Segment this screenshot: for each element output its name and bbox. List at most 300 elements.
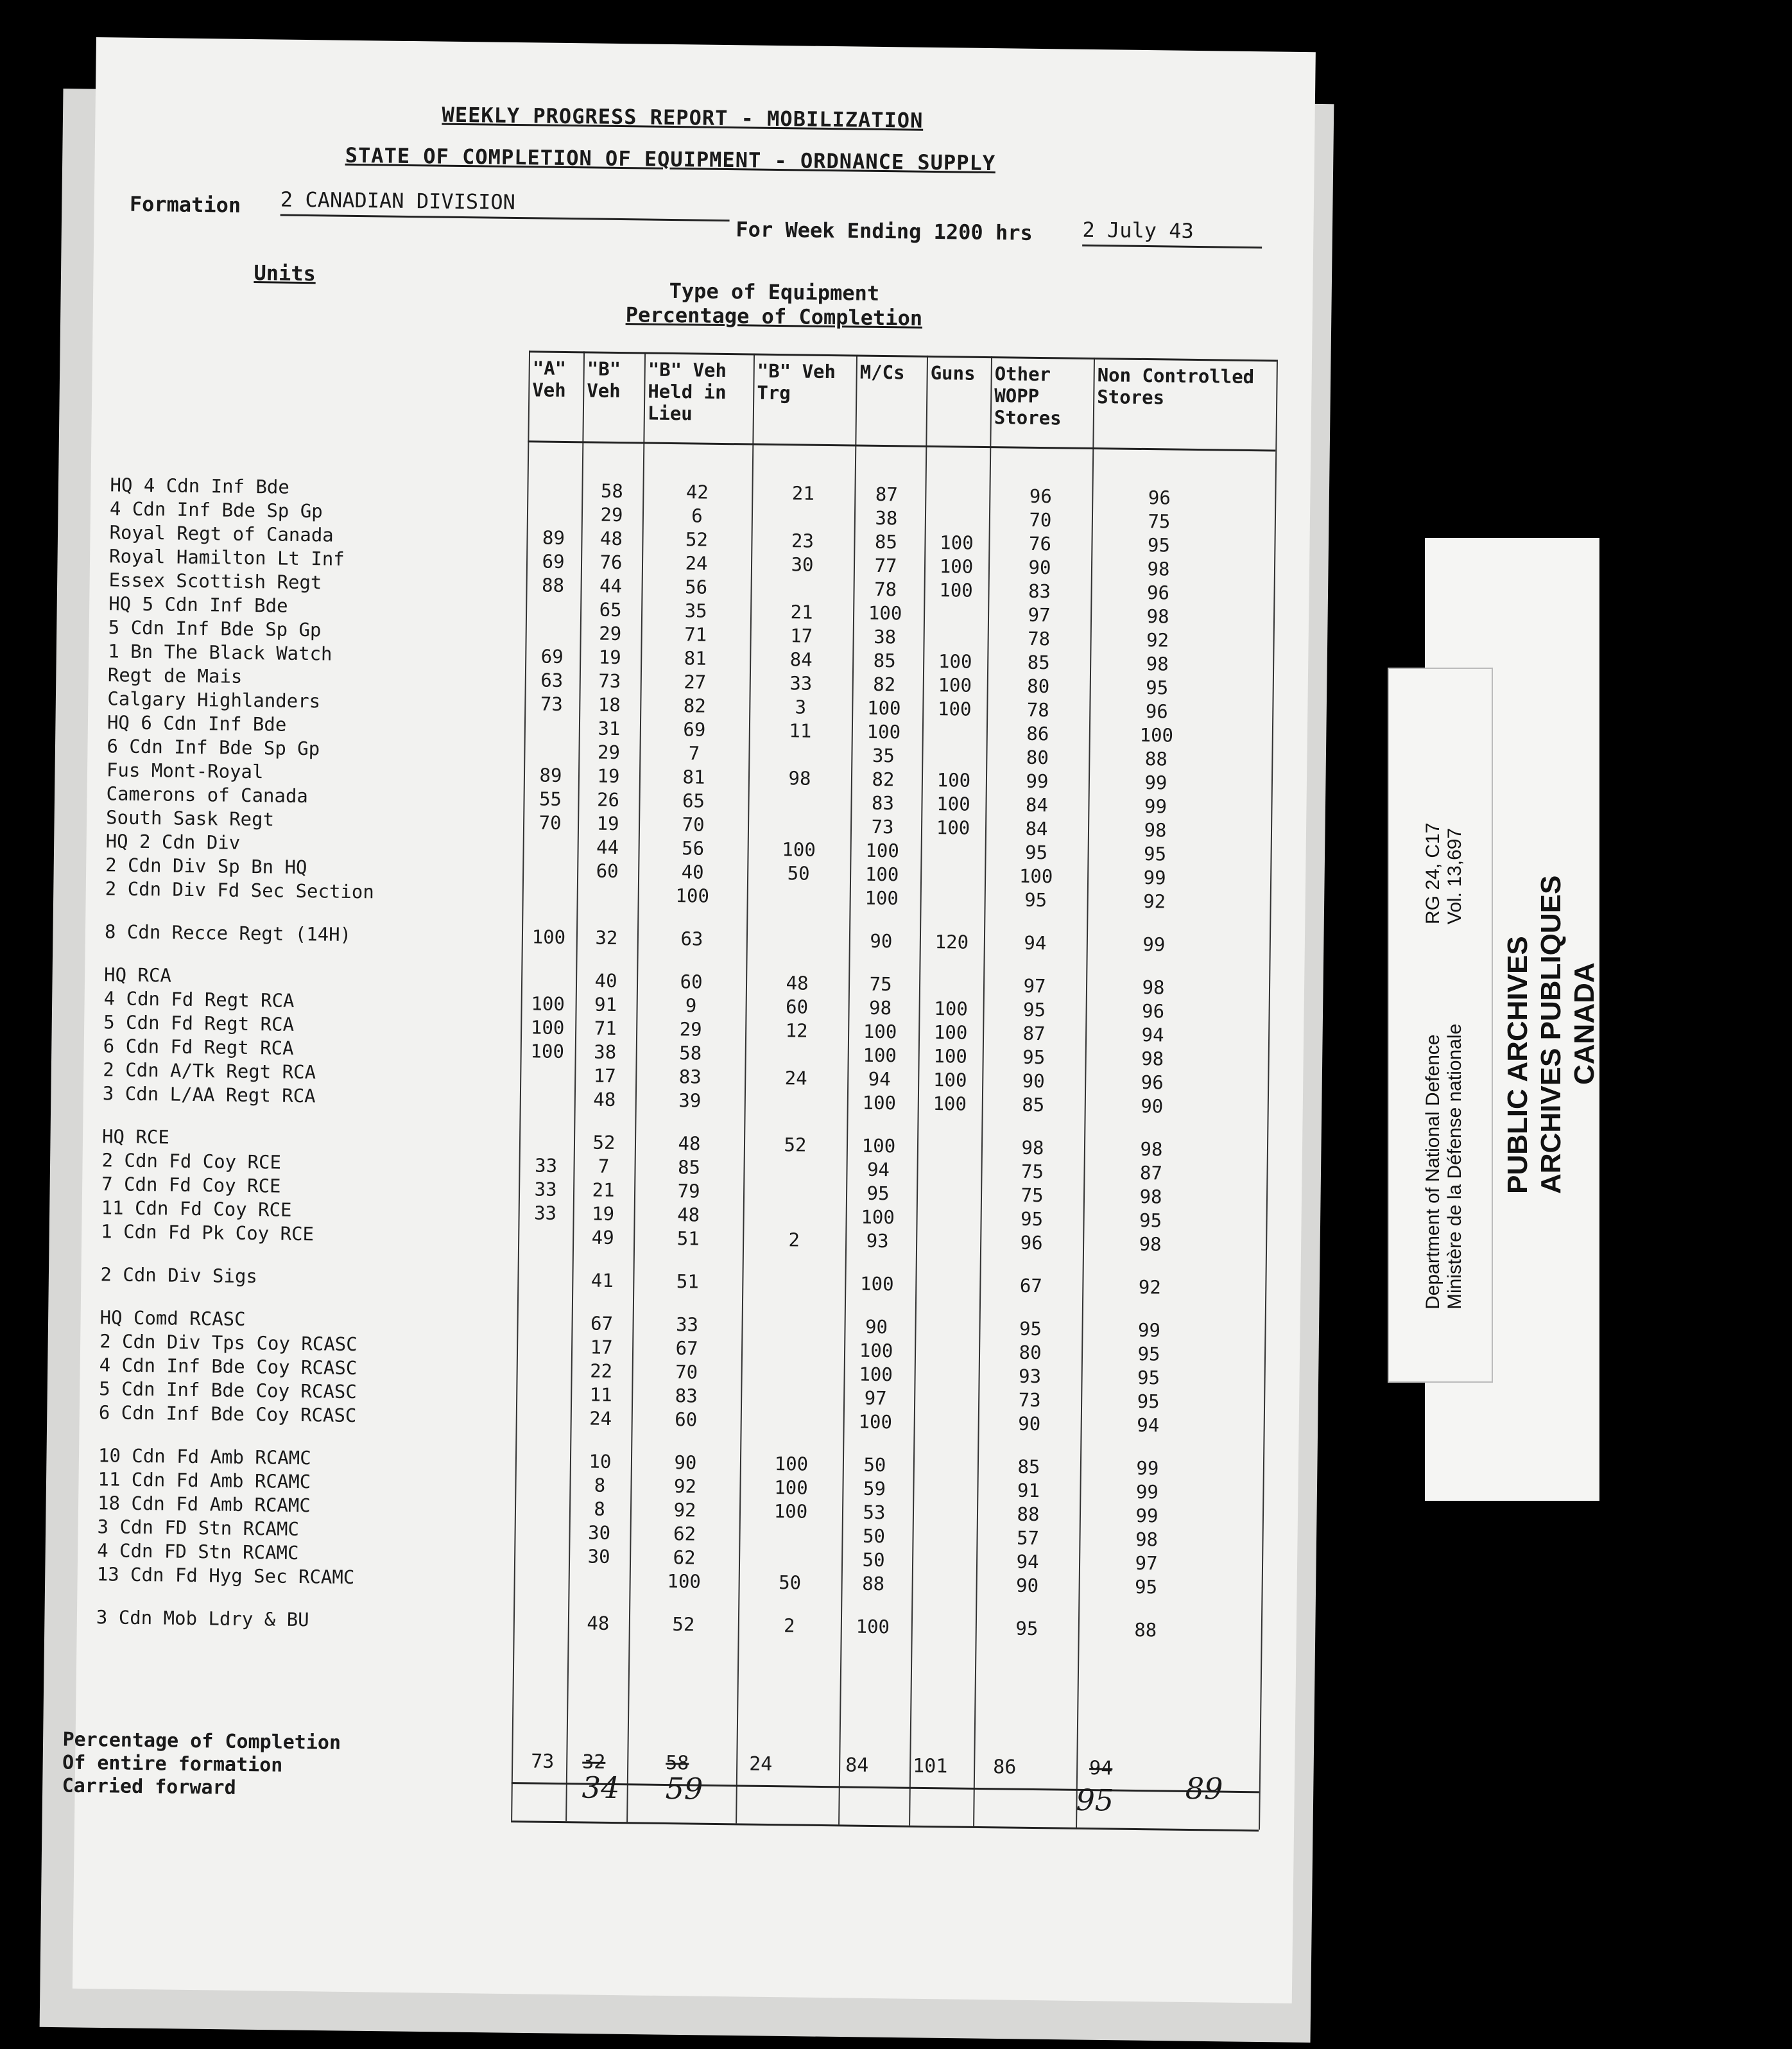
table-row-rule	[528, 440, 1275, 451]
table-cell	[923, 1183, 974, 1184]
table-cell: 100	[782, 838, 816, 861]
table-cell	[932, 484, 983, 485]
table-cell: 98	[1146, 605, 1169, 628]
totals-label-line2: Of entire formation	[62, 1751, 283, 1777]
table-cell: 96	[1146, 582, 1170, 604]
table-cell: 84	[1025, 817, 1048, 840]
table-cell: 94	[866, 1158, 890, 1181]
table-cell: 99	[1144, 772, 1167, 794]
table-cell: 52	[784, 1134, 807, 1156]
table-cell: 69	[542, 550, 565, 573]
table-cell: 69	[683, 718, 706, 741]
table-cell: 85	[1017, 1455, 1040, 1478]
table-cell: 53	[863, 1501, 886, 1524]
table-cell	[515, 1611, 566, 1612]
formation-value: 2 CANADIAN DIVISION	[280, 187, 730, 222]
table-cell: 96	[1141, 1071, 1164, 1094]
table-cell: 100	[936, 793, 970, 815]
table-cell: 96	[1141, 1000, 1165, 1023]
table-cell: 98	[1021, 1136, 1044, 1159]
table-cell: 60	[785, 996, 809, 1018]
table-cell: 35	[872, 744, 895, 767]
unit-name: HQ 6 Cdn Inf Bde	[107, 711, 287, 736]
table-cell: 10	[589, 1450, 612, 1473]
table-cell: 94	[868, 1068, 891, 1091]
table-cell: 100	[859, 1339, 893, 1362]
table-cell: 39	[678, 1089, 702, 1112]
table-cell	[920, 1478, 971, 1479]
table-cell: 92	[673, 1475, 697, 1498]
table-cell: 95	[866, 1182, 890, 1205]
table-cell: 21	[592, 1179, 615, 1201]
table-cell: 85	[1022, 1093, 1045, 1116]
table-cell: 100	[859, 1272, 894, 1295]
table-cell: 85	[1027, 651, 1050, 674]
table-cell: 100	[933, 1093, 967, 1115]
week-label: For Week Ending 1200 hrs	[736, 217, 1033, 245]
table-cell: 8	[594, 1498, 605, 1520]
table-cell: 50	[862, 1548, 885, 1571]
table-cell: 21	[791, 482, 815, 505]
total-noncontrolled-struck: 94	[1089, 1757, 1113, 1780]
table-cell: 99	[1142, 933, 1166, 956]
table-cell: 88	[541, 574, 565, 596]
unit-name: HQ 2 Cdn Div	[105, 830, 241, 854]
archive-ref-rg: RG 24, C17	[1422, 822, 1443, 924]
table-cell	[771, 1043, 822, 1044]
unit-name: 2 Cdn Div Tps Coy RCASC	[99, 1330, 358, 1356]
table-cell: 88	[1017, 1503, 1040, 1526]
table-cell: 100	[937, 698, 972, 720]
table-cell	[924, 1159, 975, 1160]
table-cell: 40	[681, 861, 704, 883]
table-cell	[927, 864, 978, 865]
table-cell: 24	[784, 1067, 807, 1089]
table-cell: 96	[1148, 487, 1171, 509]
unit-name: 6 Cdn Inf Bde Coy RCASC	[98, 1401, 357, 1427]
unit-name: 8 Cdn Recce Regt (14H)	[104, 921, 352, 946]
table-cell: 90	[870, 929, 893, 953]
table-cell	[519, 1311, 570, 1312]
table-cell: 84	[789, 648, 813, 671]
table-cell: 2	[788, 1229, 800, 1251]
table-cell	[526, 740, 577, 741]
column-header: M/Cs	[859, 361, 905, 384]
table-cell: 7	[688, 742, 700, 765]
table-cell: 97	[1028, 603, 1051, 627]
table-cell: 87	[1139, 1161, 1163, 1184]
table-cell	[777, 577, 828, 578]
unit-name: 2 Cdn Div Sigs	[100, 1263, 258, 1288]
table-cell: 82	[873, 673, 896, 696]
table-cell: 29	[679, 1018, 702, 1041]
table-cell: 78	[1027, 627, 1051, 650]
table-cell: 100	[859, 1363, 893, 1386]
table-cell: 50	[778, 1571, 802, 1594]
table-cell: 90	[1141, 1095, 1164, 1118]
table-cell: 96	[1020, 1231, 1043, 1254]
table-cell: 48	[599, 527, 623, 550]
unit-name: 6 Cdn Fd Regt RCA	[103, 1035, 294, 1059]
table-cell: 87	[1022, 1022, 1046, 1045]
table-cell: 44	[599, 575, 623, 598]
table-cell: 100	[863, 1020, 897, 1043]
unit-name: 2 Cdn A/Tk Regt RCA	[103, 1059, 316, 1084]
unit-name: 7 Cdn Fd Coy RCE	[101, 1173, 281, 1197]
table-cell: 100	[862, 1091, 897, 1114]
table-cell: 100	[773, 1500, 808, 1523]
unit-name: Royal Regt of Canada	[109, 521, 334, 546]
table-cell: 8	[594, 1474, 606, 1496]
formation-label: Formation	[129, 191, 241, 218]
table-cell: 48	[593, 1088, 616, 1111]
table-cell: 44	[596, 836, 619, 859]
unit-name: 6 Cdn Inf Bde Sp Gp	[107, 735, 320, 760]
table-cell	[516, 1497, 567, 1498]
table-cell: 60	[675, 1408, 698, 1431]
table-cell: 33	[534, 1154, 558, 1177]
table-cell: 70	[1029, 508, 1052, 532]
table-cell	[529, 479, 580, 480]
column-header: Guns	[930, 361, 976, 385]
unit-name: HQ 4 Cdn Inf Bde	[110, 474, 290, 498]
table-cell: 90	[674, 1451, 697, 1474]
table-cell: 95	[1020, 1207, 1044, 1231]
table-cell: 18	[598, 693, 621, 716]
table-cell	[770, 1157, 821, 1158]
table-cell: 19	[591, 1202, 615, 1225]
table-cell	[921, 1364, 972, 1365]
table-cell: 81	[682, 766, 705, 788]
table-cell: 95	[1024, 841, 1048, 864]
percentage-heading: Percentage of Completion	[625, 302, 923, 331]
table-cell: 98	[1144, 819, 1167, 842]
table-cell: 98	[1146, 653, 1169, 675]
table-cell: 33	[789, 672, 813, 695]
document-page	[62, 37, 1316, 2003]
table-cell: 80	[1027, 675, 1050, 698]
total-guns: 101	[912, 1754, 948, 1778]
table-cell: 56	[684, 576, 708, 598]
total-held-struck: 58	[666, 1752, 689, 1775]
table-cell: 27	[684, 671, 707, 693]
table-cell: 120	[935, 931, 969, 953]
report-subtitle: STATE OF COMPLETION OF EQUIPMENT - ORDNANCE SUPPLY	[345, 143, 996, 176]
table-cell: 100	[933, 1021, 968, 1044]
column-header: "A" Veh	[532, 357, 567, 401]
table-cell: 71	[594, 1017, 617, 1040]
table-cell: 48	[587, 1612, 610, 1634]
table-cell: 38	[594, 1041, 617, 1064]
table-cell: 11	[789, 720, 812, 742]
table-cell: 96	[1145, 700, 1168, 723]
table-cell: 98	[1139, 1185, 1162, 1208]
table-cell: 73	[1018, 1388, 1041, 1412]
table-cell: 12	[785, 1019, 808, 1042]
table-cell: 70	[538, 811, 562, 834]
table-cell: 55	[538, 788, 562, 810]
unit-name: Calgary Highlanders	[107, 687, 321, 713]
total-a-veh: 73	[531, 1750, 555, 1773]
unit-name: 10 Cdn Fd Amb RCAMC	[98, 1444, 311, 1469]
table-cell: 19	[596, 812, 619, 835]
archives-fr: ARCHIVES PUBLIQUES	[1535, 875, 1567, 1194]
table-cell	[769, 1205, 820, 1206]
table-cell: 90	[1015, 1574, 1039, 1597]
unit-name: 3 Cdn L/AA Regt RCA	[102, 1082, 316, 1107]
table-cell: 17	[590, 1336, 613, 1358]
table-cell: 19	[597, 765, 620, 788]
table-cell	[515, 1568, 567, 1569]
totals-label-line3: Carried forward	[62, 1774, 236, 1799]
table-cell: 67	[590, 1312, 614, 1335]
total-held-handwritten: 59	[665, 1771, 703, 1806]
table-cell: 21	[790, 601, 813, 623]
table-cell	[519, 1225, 571, 1226]
table-cell: 95	[1139, 1209, 1162, 1232]
table-cell: 94	[1137, 1414, 1160, 1437]
table-cell: 97	[1023, 974, 1046, 998]
table-cell: 50	[862, 1525, 886, 1548]
total-trg: 24	[748, 1752, 773, 1776]
table-cell	[766, 1386, 818, 1387]
unit-name: 11 Cdn Fd Coy RCE	[101, 1197, 292, 1221]
dept-en: Department of National Defence	[1422, 1034, 1443, 1310]
table-cell: 91	[594, 993, 617, 1016]
table-cell: 100	[865, 839, 900, 862]
table-cell: 100	[866, 720, 901, 743]
table-cell: 98	[868, 996, 892, 1019]
table-cell: 92	[1146, 629, 1169, 652]
table-cell: 70	[682, 813, 705, 836]
table-cell: 75	[869, 973, 892, 996]
table-cell: 99	[1137, 1318, 1161, 1342]
table-cell: 85	[874, 530, 898, 553]
table-cell: 100	[774, 1453, 809, 1475]
table-cell: 83	[678, 1066, 702, 1088]
table-cell	[517, 1473, 568, 1474]
report-title: WEEKLY PROGRESS REPORT - MOBILIZATION	[442, 102, 924, 133]
unit-name: 1 Cdn Fd Pk Coy RCE	[101, 1220, 314, 1245]
table-cell: 52	[592, 1131, 616, 1154]
table-cell	[765, 1524, 816, 1525]
table-cell: 100	[856, 1615, 890, 1638]
table-cell: 82	[872, 768, 895, 791]
table-cell: 83	[1028, 580, 1051, 603]
archives-en: PUBLIC ARCHIVES	[1502, 936, 1533, 1194]
table-cell	[921, 1340, 972, 1341]
table-cell: 30	[791, 553, 814, 576]
table-cell: 65	[682, 790, 705, 812]
total-b-veh-struck: 32	[582, 1751, 606, 1774]
table-cell: 22	[589, 1360, 613, 1382]
table-cell: 60	[596, 860, 619, 883]
table-cell	[515, 1544, 567, 1545]
table-cell: 83	[871, 791, 895, 815]
table-cell: 75	[1021, 1184, 1044, 1207]
column-header: "B" Veh Held in Lieu	[647, 358, 727, 425]
table-cell: 97	[864, 1387, 887, 1410]
table-cell: 85	[677, 1156, 701, 1179]
table-cell: 67	[675, 1337, 698, 1360]
table-cell: 100	[530, 1040, 565, 1063]
table-cell: 100	[1019, 865, 1053, 888]
table-cell: 91	[1017, 1479, 1040, 1502]
table-cell	[524, 835, 576, 836]
table-cell: 95	[1137, 1366, 1160, 1389]
table-cell: 99	[1136, 1457, 1159, 1480]
table-cell: 42	[685, 481, 709, 503]
table-cell: 73	[540, 693, 564, 715]
table-cell: 57	[1016, 1526, 1040, 1550]
unit-name: HQ RCE	[101, 1125, 170, 1148]
table-cell: 62	[673, 1523, 696, 1545]
table-cell: 78	[874, 578, 897, 601]
table-cell: 33	[675, 1313, 699, 1336]
total-wopp: 86	[992, 1756, 1017, 1779]
table-cell: 30	[587, 1521, 611, 1544]
table-cell: 83	[675, 1385, 698, 1407]
column-header: "B" Veh	[587, 358, 621, 402]
table-cell: 88	[1134, 1618, 1157, 1641]
table-cell	[526, 716, 577, 717]
unit-name: 2 Cdn Div Fd Sec Section	[105, 878, 375, 903]
table-cell: 92	[1138, 1275, 1161, 1299]
column-header: "B" Veh Trg	[757, 359, 836, 404]
table-cell: 58	[679, 1042, 702, 1064]
table-cell: 100	[863, 1044, 897, 1067]
table-cell: 95	[1022, 998, 1046, 1021]
column-header: Non Controlled Stores	[1097, 364, 1255, 409]
table-cell: 62	[673, 1546, 696, 1569]
unit-name: HQ RCA	[103, 964, 172, 987]
table-cell: 95	[1022, 1046, 1046, 1069]
table-cell	[927, 840, 979, 841]
table-cell: 100	[667, 1570, 702, 1593]
table-cell: 24	[589, 1407, 612, 1430]
table-cell: 78	[1026, 698, 1049, 722]
unit-name: HQ Comd RCASC	[99, 1306, 246, 1330]
table-cell: 98	[1141, 1048, 1164, 1070]
table-cell: 99	[1135, 1504, 1159, 1527]
type-heading	[626, 278, 923, 331]
table-cell: 100	[868, 601, 902, 625]
table-cell: 38	[874, 625, 897, 648]
table-cell: 98	[1147, 558, 1170, 580]
table-cell: 23	[791, 530, 814, 552]
table-cell: 41	[590, 1269, 614, 1292]
table-cell: 98	[1135, 1528, 1159, 1551]
table-cell: 11	[589, 1383, 612, 1406]
table-cell: 96	[1029, 485, 1053, 508]
table-cell: 93	[866, 1229, 889, 1252]
table-cell: 79	[677, 1180, 700, 1202]
table-cell: 76	[599, 551, 623, 574]
table-cell	[918, 1616, 969, 1617]
table-cell: 95	[1143, 843, 1167, 865]
table-cell: 51	[676, 1227, 700, 1250]
week-value: 2 July 43	[1082, 218, 1262, 248]
totals-label-line1: Percentage of Completion	[62, 1728, 341, 1754]
table-cell: 100	[865, 863, 899, 886]
units-heading: Units	[254, 261, 316, 286]
table-cell: 29	[597, 741, 621, 764]
table-cell: 48	[786, 972, 809, 994]
unit-name: 4 Cdn FD Stn RCAMC	[96, 1539, 299, 1564]
table-cell: 90	[1022, 1069, 1045, 1093]
table-cell: 100	[938, 674, 972, 696]
archives-canada: CANADA	[1569, 962, 1600, 1085]
table-cell: 29	[599, 622, 622, 645]
table-cell: 60	[680, 971, 703, 993]
table-cell: 69	[540, 645, 564, 668]
unit-name: 3 Cdn Mob Ldry & BU	[96, 1606, 309, 1631]
totals-label	[62, 1729, 341, 1801]
table-cell: 99	[1144, 795, 1167, 818]
table-cell: 99	[1026, 770, 1049, 793]
table-cell: 17	[593, 1064, 616, 1087]
table-cell: 73	[871, 815, 894, 838]
unit-name: 4 Cdn Inf Bde Sp Gp	[109, 497, 323, 523]
table-cell: 75	[1021, 1160, 1044, 1183]
table-cell	[929, 745, 980, 746]
table-cell: 100	[936, 817, 970, 839]
table-cell: 63	[680, 928, 703, 950]
table-cell: 31	[598, 717, 621, 740]
unit-name: 18 Cdn Fd Amb RCAMC	[97, 1492, 311, 1517]
table-cell	[518, 1359, 569, 1360]
table-cell: 94	[1024, 931, 1047, 955]
table-cell: 88	[861, 1572, 885, 1595]
table-cell: 30	[587, 1545, 610, 1568]
table-cell: 81	[684, 647, 707, 670]
table-cell: 95	[1015, 1617, 1038, 1640]
table-cell: 70	[675, 1361, 698, 1383]
total-noncontrolled-handwritten: 95	[1076, 1782, 1114, 1818]
unit-name: South Sask Regt	[105, 806, 275, 831]
table-cell: 38	[875, 506, 898, 530]
column-header: Other WOPP Stores	[994, 363, 1062, 429]
table-cell: 71	[684, 623, 707, 646]
table-cell: 33	[533, 1202, 557, 1224]
table-cell: 95	[1137, 1342, 1160, 1365]
table-cell	[521, 1130, 572, 1131]
table-cell: 100	[934, 998, 969, 1020]
table-cell: 52	[685, 528, 709, 551]
total-b-veh-handwritten: 34	[582, 1770, 620, 1806]
table-cell: 7	[598, 1155, 610, 1177]
table-cell: 100	[861, 1206, 895, 1229]
table-cell: 48	[678, 1132, 701, 1155]
table-cell: 35	[684, 600, 707, 622]
table-cell: 97	[1135, 1552, 1158, 1575]
table-cell: 76	[1028, 532, 1052, 555]
table-cell: 90	[1028, 556, 1051, 579]
table-cell	[524, 859, 575, 860]
table-cell: 63	[540, 669, 564, 691]
unit-name: 4 Cdn Inf Bde Coy RCASC	[99, 1354, 358, 1379]
table-cell: 90	[865, 1315, 888, 1338]
table-cell: 65	[599, 598, 622, 621]
table-cell: 80	[1019, 1341, 1042, 1364]
unit-name: Camerons of Canada	[106, 782, 309, 808]
table-cell: 40	[594, 969, 617, 992]
table-cell: 75	[1148, 510, 1171, 533]
unit-name: Regt de Mais	[107, 664, 243, 687]
table-cell: 95	[1146, 677, 1169, 699]
dept-fr: Ministère de la Défense nationale	[1444, 1023, 1465, 1310]
table-cell: 73	[598, 670, 621, 693]
